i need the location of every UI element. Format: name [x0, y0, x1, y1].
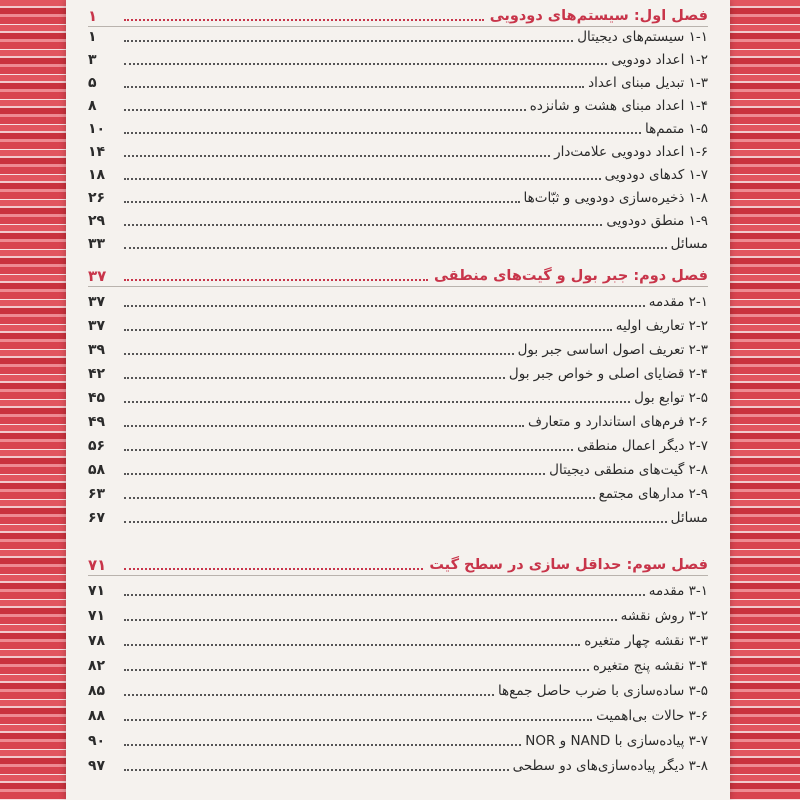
toc-entry[interactable] [88, 118, 708, 139]
entry-title: ۲-۵ توابع بول [634, 390, 708, 406]
page-number: ۶۷ [88, 510, 106, 526]
toc-entry[interactable] [88, 411, 708, 432]
page-number: ۹۷ [88, 758, 106, 774]
dot-leader [124, 425, 524, 427]
dot-leader [124, 594, 645, 596]
chapter-3-heading[interactable] [88, 553, 708, 576]
entry-title: ۲-۳ تعریف اصول اساسی جبر بول [517, 342, 708, 358]
toc-entry[interactable] [88, 705, 708, 726]
toc-entry[interactable] [88, 680, 708, 701]
page-number: ۷۱ [88, 556, 107, 574]
dot-leader [124, 86, 584, 88]
page-number: ۱ [88, 7, 98, 25]
page-number: ۱ [88, 29, 97, 45]
dot-leader [124, 63, 607, 65]
entry-title: ۲-۸ گیت‌های منطقی دیجیتال [549, 462, 708, 478]
toc-entry[interactable] [88, 605, 708, 626]
toc-entry[interactable] [88, 95, 708, 116]
page-number: ۳۳ [88, 236, 106, 252]
dot-leader [124, 178, 601, 180]
toc-entry[interactable] [88, 210, 708, 231]
entry-title: ۳-۸ دیگر پیاده‌سازی‌های دو سطحی [512, 758, 708, 774]
entry-title: ۳-۱ مقدمه [648, 583, 708, 599]
page-number: ۱۴ [88, 144, 106, 160]
toc-entry[interactable] [88, 49, 708, 70]
entry-title: ۳-۳ نقشه چهار متغیره [584, 633, 708, 649]
page-number: ۲۹ [88, 213, 106, 229]
page-number: ۲۶ [88, 190, 106, 206]
dot-leader [124, 353, 514, 355]
page-number: ۴۵ [88, 390, 106, 406]
dot-leader [124, 744, 521, 746]
page-number: ۸ [88, 98, 97, 114]
dot-leader [124, 109, 526, 111]
page-number: ۸۲ [88, 658, 106, 674]
dot-leader [124, 19, 484, 21]
dot-leader [124, 769, 509, 771]
toc-entry[interactable] [88, 387, 708, 408]
chapter-title: فصل اول: سیستم‌های دودویی [489, 8, 708, 24]
toc-entry[interactable] [88, 233, 708, 254]
entry-title: ۱-۶ اعداد دودویی علامت‌دار [554, 144, 708, 160]
toc-entry[interactable] [88, 26, 708, 47]
toc-entry[interactable] [88, 315, 708, 336]
page-number: ۸۸ [88, 708, 106, 724]
dot-leader [124, 473, 545, 475]
page-number: ۴۹ [88, 414, 106, 430]
toc-entry[interactable] [88, 141, 708, 162]
toc-entry[interactable] [88, 72, 708, 93]
chapter-title: فصل سوم: حداقل سازی در سطح گیت [429, 557, 708, 573]
dot-leader [124, 40, 573, 42]
dot-leader [124, 401, 630, 403]
toc-entry[interactable] [88, 291, 708, 312]
toc-entry[interactable] [88, 187, 708, 208]
chapter-2-heading[interactable] [88, 264, 708, 287]
toc-entry[interactable] [88, 580, 708, 601]
entry-title: ۲-۹ مدارهای مجتمع [598, 486, 708, 502]
toc-entry[interactable] [88, 730, 708, 751]
page-number: ۳۷ [88, 318, 106, 334]
toc-entry[interactable] [88, 435, 708, 456]
dot-leader [124, 377, 505, 379]
page-number: ۵ [88, 75, 97, 91]
entry-title: ۱-۲ اعداد دودویی [611, 52, 708, 68]
entry-title: ۳-۷ پیاده‌سازی با NAND و NOR [525, 733, 708, 749]
dot-leader [124, 644, 580, 646]
toc-entry[interactable] [88, 507, 708, 528]
entry-title: ۲-۱ مقدمه [648, 294, 708, 310]
dot-leader [124, 521, 667, 523]
dot-leader [124, 279, 428, 281]
toc-entry[interactable] [88, 363, 708, 384]
dot-leader [124, 497, 595, 499]
chapter-title: فصل دوم: جبر بول و گیت‌های منطقی [433, 268, 708, 284]
toc-entry[interactable] [88, 459, 708, 480]
page-number: ۵۸ [88, 462, 106, 478]
entry-title: ۱-۹ منطق دودویی [606, 213, 708, 229]
entry-title: ۳-۴ نقشه پنج متغیره [592, 658, 708, 674]
page-number: ۱۰ [88, 121, 106, 137]
entry-title: ۱-۱ سیستم‌های دیجیتال [577, 29, 708, 45]
page-number: ۶۳ [88, 486, 106, 502]
dot-leader [124, 224, 602, 226]
page-number: ۵۶ [88, 438, 106, 454]
dot-leader [124, 155, 550, 157]
page-number: ۳ [88, 52, 97, 68]
page-number: ۷۸ [88, 633, 106, 649]
entry-title: مسائل [670, 510, 708, 526]
dot-leader [124, 619, 617, 621]
toc-entry[interactable] [88, 483, 708, 504]
entry-title: ۲-۲ تعاریف اولیه [615, 318, 708, 334]
page-number: ۴۲ [88, 366, 106, 382]
entry-title: ۳-۵ ساده‌سازی با ضرب حاصل جمع‌ها [497, 683, 708, 699]
toc-entry[interactable] [88, 339, 708, 360]
dot-leader [124, 694, 494, 696]
toc-entry[interactable] [88, 655, 708, 676]
table-of-contents-page [66, 0, 730, 800]
dot-leader [124, 247, 667, 249]
entry-title: ۳-۲ روش نقشه [620, 608, 708, 624]
dot-leader [124, 719, 592, 721]
dot-leader [124, 132, 641, 134]
dot-leader [124, 305, 645, 307]
page-number: ۹۰ [88, 733, 106, 749]
page-number: ۳۷ [88, 267, 107, 285]
page-number: ۷۱ [88, 608, 106, 624]
dot-leader [124, 329, 612, 331]
entry-title: ۲-۴ قضایای اصلی و خواص جبر بول [508, 366, 708, 382]
dot-leader [124, 669, 589, 671]
entry-title: مسائل [670, 236, 708, 252]
page-number: ۷۱ [88, 583, 106, 599]
entry-title: ۳-۶ حالات بی‌اهمیت [596, 708, 708, 724]
chapter-1-heading[interactable] [88, 4, 708, 27]
entry-title: ۱-۳ تبدیل مبنای اعداد [588, 75, 708, 91]
page-number: ۱۸ [88, 167, 106, 183]
entry-title: ۲-۷ دیگر اعمال منطقی [577, 438, 708, 454]
page-number: ۳۹ [88, 342, 106, 358]
toc-entry[interactable] [88, 755, 708, 776]
toc-entry[interactable] [88, 164, 708, 185]
entry-title: ۲-۶ فرم‌های استاندارد و متعارف [528, 414, 708, 430]
dot-leader [124, 449, 573, 451]
dot-leader [124, 568, 423, 570]
page-number: ۸۵ [88, 683, 106, 699]
dot-leader [124, 201, 520, 203]
toc-entry[interactable] [88, 630, 708, 651]
entry-title: ۱-۸ ذخیره‌سازی دودویی و ثبّات‌ها [523, 190, 708, 206]
entry-title: ۱-۷ کدهای دودویی [604, 167, 708, 183]
entry-title: ۱-۵ متمم‌ها [645, 121, 708, 137]
entry-title: ۱-۴ اعداد مبنای هشت و شانزده [529, 98, 708, 114]
page-number: ۳۷ [88, 294, 106, 310]
